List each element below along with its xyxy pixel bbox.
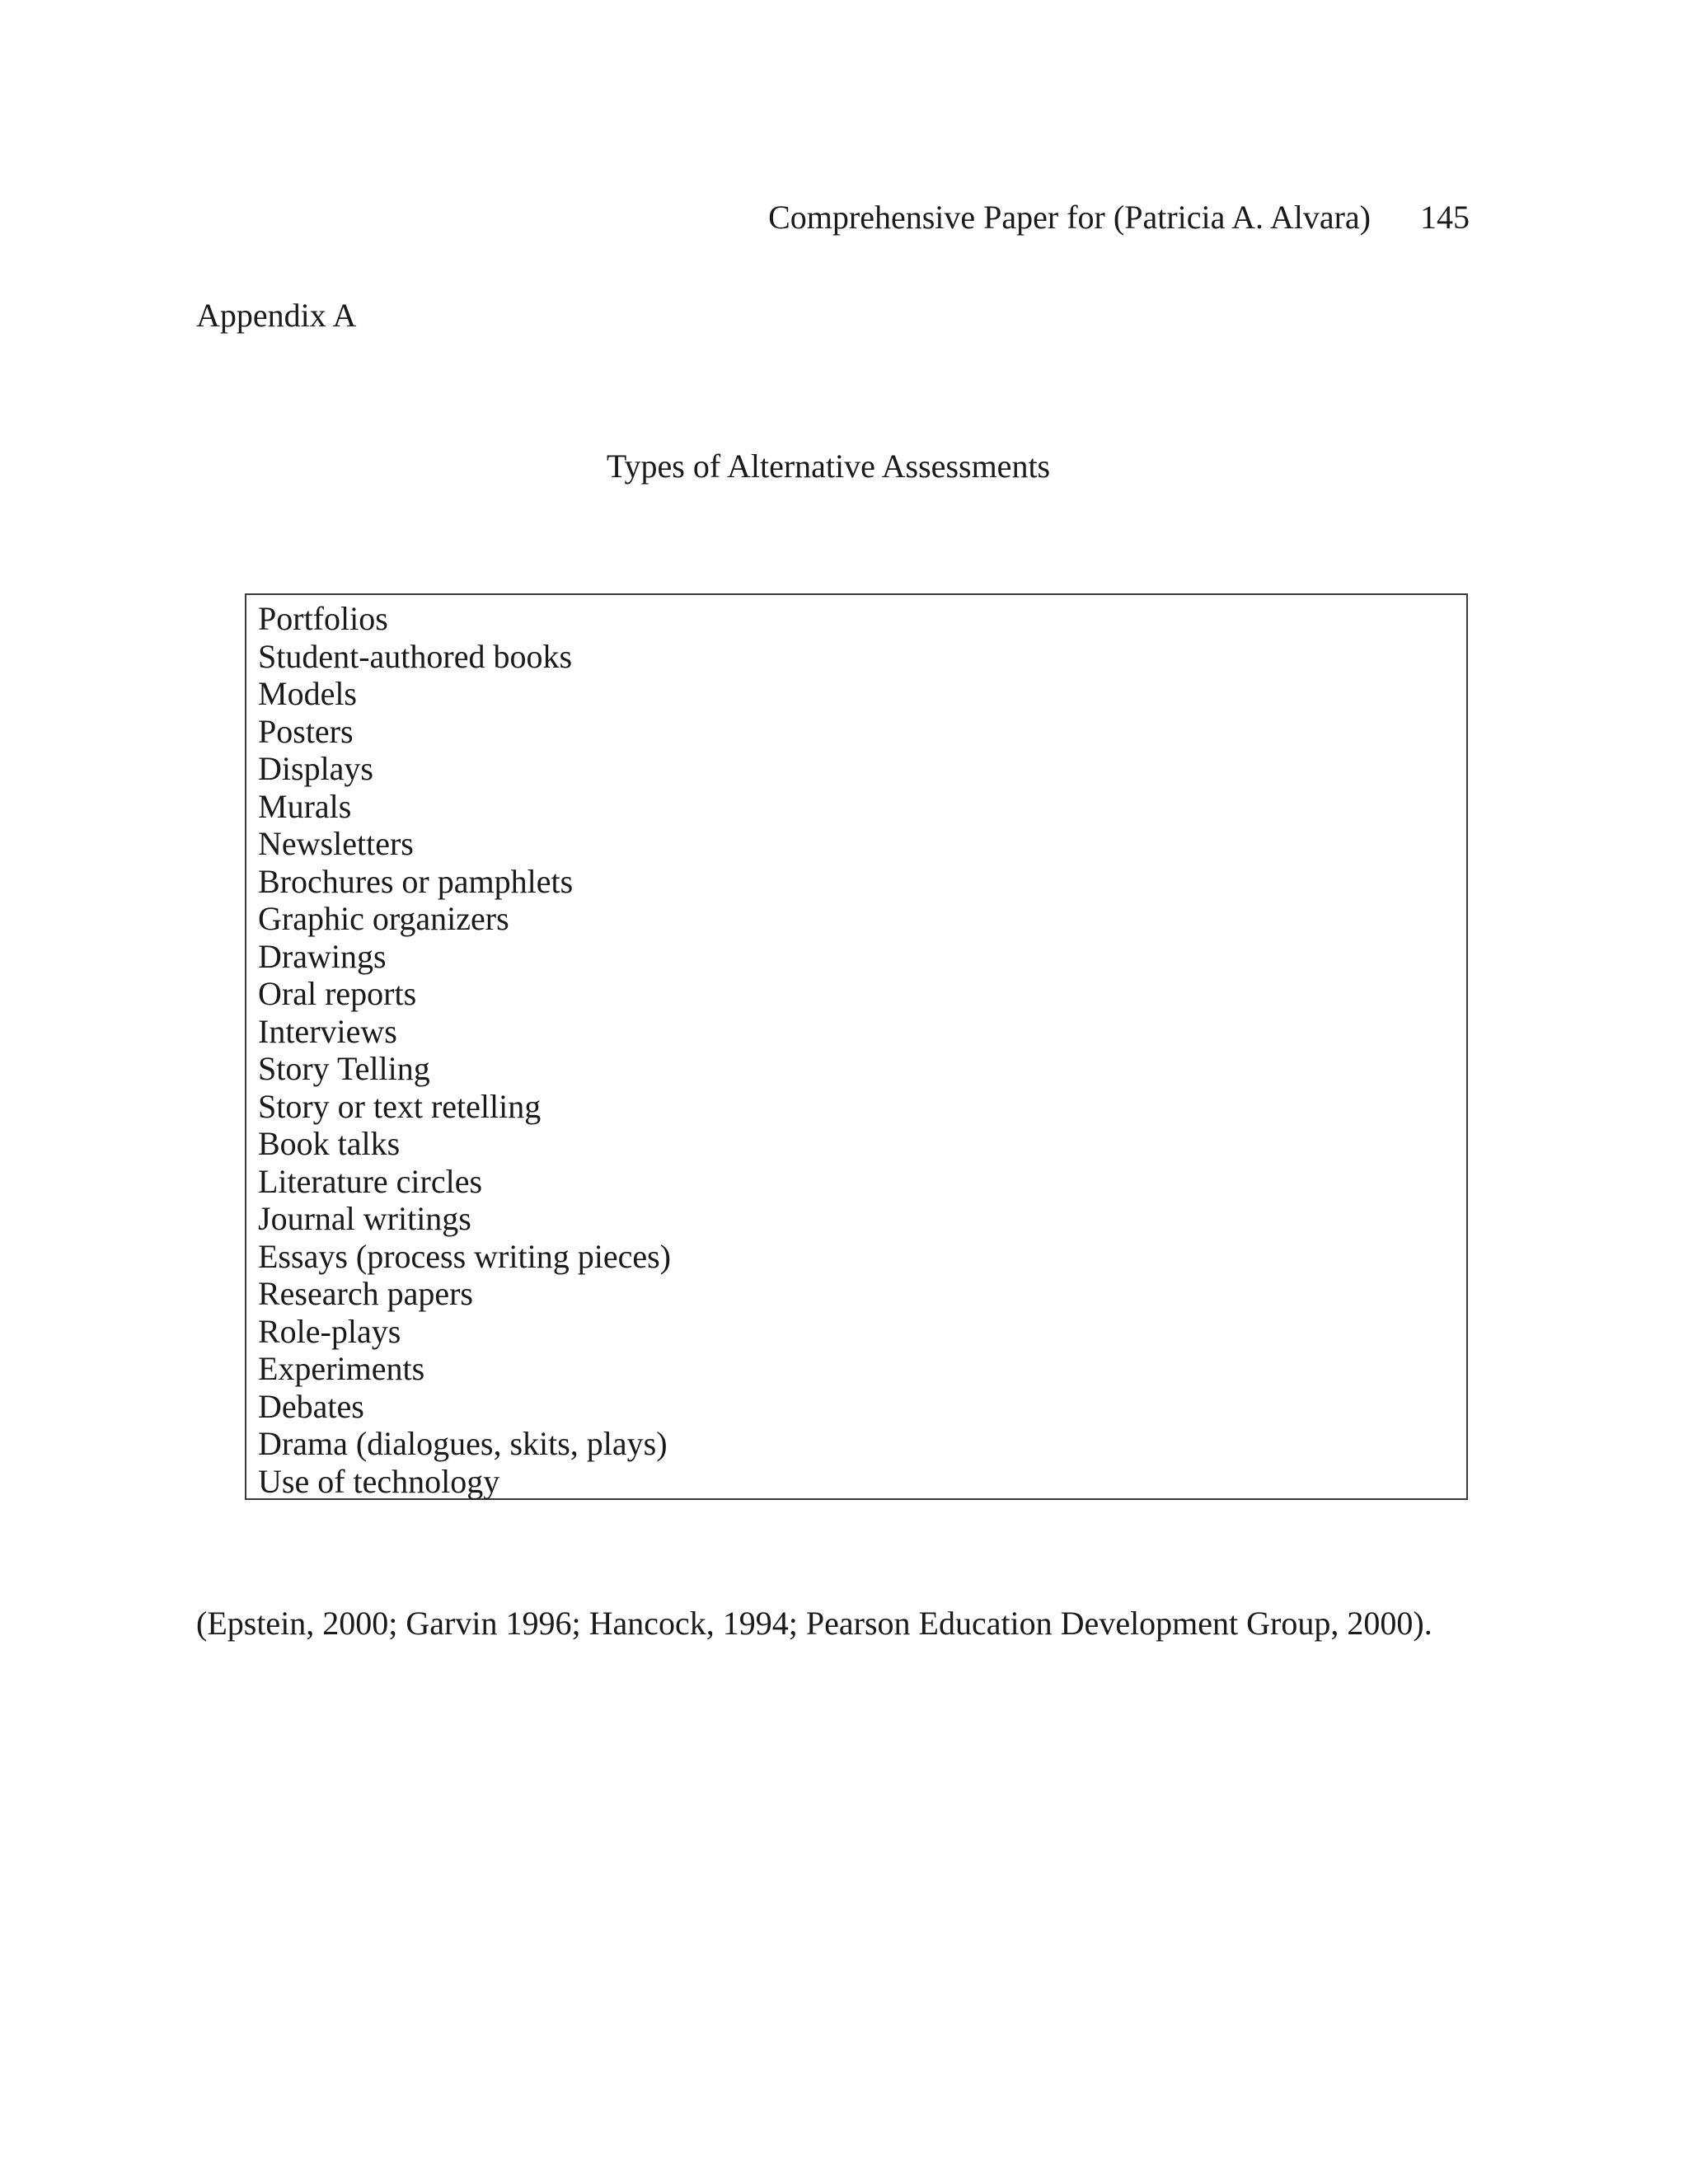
list-item: Displays [258,750,373,787]
list-item: Journal writings [258,1200,471,1237]
page-number: 145 [1420,199,1470,236]
list-item: Story Telling [258,1050,430,1087]
list-item: Murals [258,787,352,825]
list-item: Graphic organizers [258,900,509,937]
running-title: Comprehensive Paper for (Patricia A. Alvara) [768,199,1371,236]
list-item: Drawings [258,937,387,975]
assessment-types-list [258,600,1466,1500]
list-item: Student-authored books [258,637,573,675]
citation: (Epstein, 2000; Garvin 1996; Hancock, 1994; Pearson Education Development Group, 2000). [196,1605,1432,1642]
table-title: Types of Alternative Assessments [606,448,1051,485]
list-item: Use of technology [258,1462,500,1500]
appendix-label: Appendix A [196,297,357,334]
running-head [768,194,1470,241]
list-item: Interviews [258,1012,397,1050]
list-item: Experiments [258,1350,425,1387]
list-item: Posters [258,712,354,750]
list-item: Essays (process writing pieces) [258,1237,671,1275]
list-item: Newsletters [258,825,414,862]
list-item: Oral reports [258,975,417,1012]
list-item: Drama (dialogues, skits, plays) [258,1425,668,1462]
list-item: Role-plays [258,1312,401,1350]
list-item: Story or text retelling [258,1087,542,1125]
assessment-types-box [245,593,1468,1500]
list-item: Models [258,675,357,712]
list-item: Literature circles [258,1162,483,1200]
list-item: Debates [258,1387,364,1425]
list-item: Brochures or pamphlets [258,862,574,900]
list-item: Book talks [258,1125,401,1162]
list-item: Research papers [258,1275,473,1312]
list-item: Portfolios [258,600,388,637]
